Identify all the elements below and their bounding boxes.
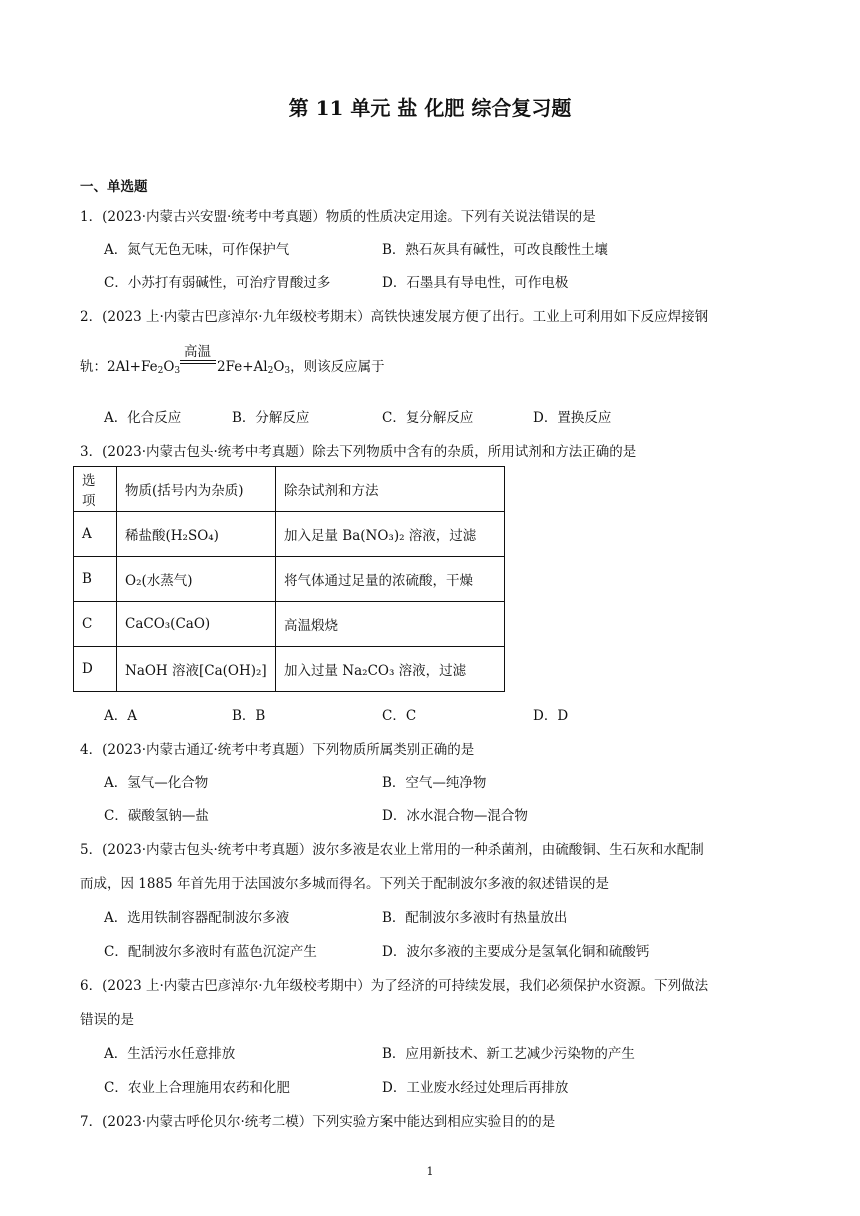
table-cell-substance: O₂(水蒸气) — [117, 557, 276, 602]
question-6-option-b: B．应用新技术、新工艺减少污染物的产生 — [382, 1046, 635, 1062]
table-header-cell: 除杂试剂和方法 — [276, 467, 505, 512]
question-2-option-d: D．置换反应 — [533, 410, 612, 426]
page-number: 1 — [426, 1165, 434, 1178]
table-cell-substance: CaCO₃(CaO) — [117, 602, 276, 647]
question-4-option-d: D．冰水混合物—混合物 — [382, 808, 528, 824]
question-3-option-a: A．A — [104, 708, 137, 724]
question-5-option-b: B．配制波尔多液时有热量放出 — [382, 910, 568, 926]
table-cell-method: 将气体通过足量的浓硫酸，干燥 — [276, 557, 505, 602]
question-6-option-a: A．生活污水任意排放 — [104, 1046, 236, 1062]
table-row — [74, 557, 505, 602]
table-cell-option: B — [74, 557, 117, 602]
question-4-stem: 4．(2023·内蒙古通辽·统考中考真题）下列物质所属类别正确的是 — [80, 742, 475, 758]
question-3-stem: 3．(2023·内蒙古包头·统考中考真题）除去下列物质中含有的杂质，所用试剂和方法正确的是 — [80, 444, 637, 460]
table-row — [74, 647, 505, 692]
question-3-option-d: D．D — [533, 708, 569, 724]
question-1-option-c: C．小苏打有弱碱性，可治疗胃酸过多 — [104, 275, 331, 291]
question-5-option-d: D．波尔多液的主要成分是氢氧化铜和硫酸钙 — [382, 944, 650, 960]
table-cell-method: 加入足量 Ba(NO₃)₂ 溶液，过滤 — [276, 512, 505, 557]
reaction-arrow-line-2 — [180, 363, 216, 364]
table-cell-option: D — [74, 647, 117, 692]
question-6-stem-line1: 6．(2023 上·内蒙古巴彦淖尔·九年级校考期中）为了经济的可持续发展，我们必须保护水资源。下列做法 — [80, 978, 709, 994]
table-header-cell: 物质(括号内为杂质) — [117, 467, 276, 512]
question-6-stem-line2: 错误的是 — [80, 1012, 134, 1028]
table-cell-method: 高温煅烧 — [276, 602, 505, 647]
equation-products: 2Fe+Al — [217, 359, 268, 375]
table-cell-option: C — [74, 602, 117, 647]
equation-tail: ，则该反应属于 — [290, 359, 385, 375]
question-4-option-c: C．碳酸氢钠—盐 — [104, 808, 209, 824]
table-header-cell: 选项 — [74, 467, 117, 512]
question-5-stem-line1: 5．(2023·内蒙古包头·统考中考真题）波尔多液是农业上常用的一种杀菌剂，由硫酸铜、生石灰和水配制 — [80, 842, 704, 858]
question-5-option-c: C．配制波尔多液时有蓝色沉淀产生 — [104, 944, 317, 960]
question-3-option-c: C．C — [382, 708, 417, 724]
question-2-equation: 轨：$2Al+Fe_2O_3$ — [80, 359, 181, 376]
table-cell-method: 加入过量 Na₂CO₃ 溶液，过滤 — [276, 647, 505, 692]
question-7-stem: 7．(2023·内蒙古呼伦贝尔·统考二模）下列实验方案中能达到相应实验目的的是 — [80, 1114, 556, 1130]
question-1-option-b: B．熟石灰具有碱性，可改良酸性土壤 — [382, 242, 608, 258]
question-4-option-b: B．空气—纯净物 — [382, 775, 487, 791]
table-cell-option: A — [74, 512, 117, 557]
question-5-option-a: A．选用铁制容器配制波尔多液 — [104, 910, 290, 926]
equation-reactants: 轨：2Al+Fe — [80, 359, 158, 375]
question-3-option-b: B．B — [232, 708, 266, 724]
question-2-option-c: C．复分解反应 — [382, 410, 474, 426]
impurity-table — [73, 466, 505, 692]
question-6-option-d: D．工业废水经过处理后再排放 — [382, 1080, 569, 1096]
table-row — [74, 512, 505, 557]
question-1-stem: 1．(2023·内蒙古兴安盟·统考中考真题）物质的性质决定用途。下列有关说法错误的是 — [80, 209, 596, 225]
table-header-row — [74, 467, 505, 512]
question-1-option-a: A．氮气无色无味，可作保护气 — [104, 242, 290, 258]
reaction-arrow-line — [180, 360, 216, 361]
table-cell-substance: 稀盐酸(H₂SO₄) — [117, 512, 276, 557]
question-2-products: $2Fe+Al_2O_3$，则该反应属于 — [217, 359, 385, 376]
question-6-option-c: C．农业上合理施用农药和化肥 — [104, 1080, 290, 1096]
question-5-stem-line2: 而成，因 1885 年首先用于法国波尔多城而得名。下列关于配制波尔多液的叙述错误的是 — [80, 876, 609, 892]
question-4-option-a: A．氢气—化合物 — [104, 775, 209, 791]
question-1-option-d: D．石墨具有导电性，可作电极 — [382, 275, 569, 291]
page-title: 第 11 单元 盐 化肥 综合复习题 — [288, 96, 572, 120]
reaction-condition: 高温 — [184, 344, 211, 360]
question-2-option-b: B．分解反应 — [232, 410, 310, 426]
question-2-option-a: A．化合反应 — [104, 410, 182, 426]
table-cell-substance: NaOH 溶液[Ca(OH)₂] — [117, 647, 276, 692]
equation-oxygen: O — [163, 359, 175, 375]
section-heading: 一、单选题 — [80, 179, 148, 195]
question-2-stem-line1: 2．(2023 上·内蒙古巴彦淖尔·九年级校考期末）高铁快速发展方便了出行。工业上可利用如下反应焊接钢 — [80, 309, 709, 325]
table-row — [74, 602, 505, 647]
